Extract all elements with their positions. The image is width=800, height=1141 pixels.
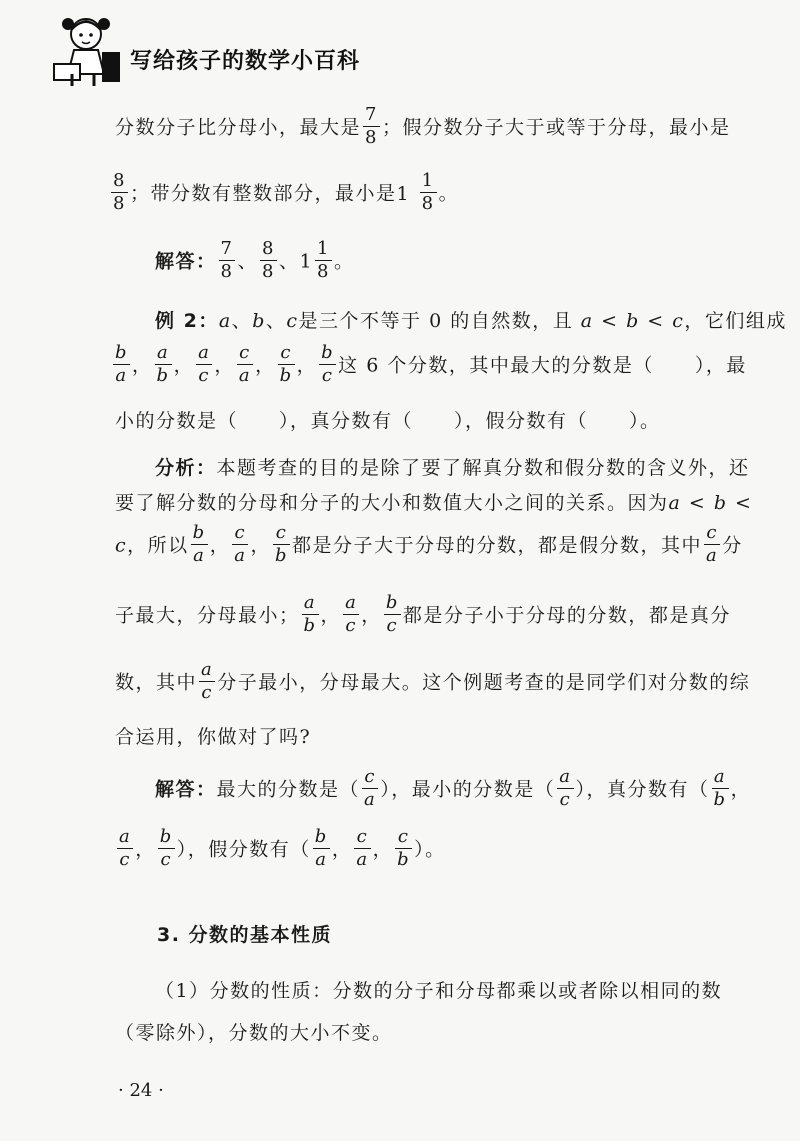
- property-line: （1）分数的性质：分数的分子和分母都乘以或者除以相同的数: [155, 980, 723, 1002]
- analysis-line: 要了解分数的分母和分子的大小和数值大小之间的关系。因为a < b <: [115, 492, 753, 514]
- text-line: [115, 104, 731, 149]
- page-number: · 24 ·: [118, 1080, 164, 1101]
- fraction: $\frac{7}{8}$: [365, 104, 378, 148]
- text: 分数分子比分母小，最大是: [115, 116, 362, 139]
- answer-label: 解答：: [155, 250, 217, 273]
- answer-label: 解答：: [155, 778, 217, 801]
- example-line: $\frac{b}{a}$ ， $\frac{a}{b}$ ， $\frac{a}{c}$ ， $\frac{c}{a}$ ， $\frac{c}{b}$ ， $\frac{b}{c}$ 这 6 个分数，其中最大的分数是（ ），最: [115, 342, 747, 386]
- answer-line: 解答： $\frac{7}{8}$ 、 $\frac{8}{8}$ 、1 $\frac{1}{8}$ 。: [155, 238, 355, 282]
- answer-line: $\frac{a}{c}$ ， $\frac{b}{c}$ ），假分数有（ $\frac{b}{a}$ ， $\frac{c}{a}$ ， $\frac{c}{b}$ ）。: [119, 826, 446, 870]
- mixed-number: 1 $\frac{1}{8}$: [396, 170, 435, 214]
- example-line: 例 2：a、b、c是三个不等于 0 的自然数，且 a < b < c，它们组成: [155, 310, 787, 332]
- page-header: [18, 10, 438, 90]
- example-line: 小的分数是（ ），真分数有（ ），假分数有（ ）。: [115, 410, 661, 432]
- girl-mascot-icon: [48, 12, 128, 90]
- text: ；带分数有整数部分，最小是: [129, 182, 397, 205]
- analysis-label: 分析：: [155, 457, 217, 479]
- text-line: $\frac{8}{8}$ ；带分数有整数部分，最小是1 $\frac{1}{8}$ 。: [113, 170, 460, 214]
- answer-line: 解答：最大的分数是（ $\frac{c}{a}$ ），最小的分数是（ $\frac{a}{c}$ ），真分数有（ $\frac{a}{b}$ ，: [155, 766, 752, 810]
- fraction: $\frac{8}{8}$: [113, 170, 126, 214]
- example-label: 例 2：: [155, 310, 219, 332]
- analysis-line: 数，其中 $\frac{a}{c}$ 分子最小，分母最大。这个例题考查的是同学们对分数的综: [115, 659, 751, 703]
- series-title: 写给孩子的数学小百科: [130, 49, 361, 74]
- text: ；假分数分子大于或等于分母，最小是: [381, 116, 731, 139]
- section-heading: 3. 分数的基本性质: [157, 924, 333, 946]
- property-line: （零除外），分数的大小不变。: [115, 1022, 393, 1044]
- analysis-line: c，所以 $\frac{b}{a}$ ， $\frac{c}{a}$ ， $\frac{c}{b}$ 都是分子大于分母的分数，都是假分数，其中 $\frac{c}{a}$ 分: [115, 522, 743, 566]
- analysis-line: 分析：本题考查的目的是除了要了解真分数和假分数的含义外，还: [155, 457, 750, 479]
- analysis-line: 合运用，你做对了吗?: [115, 726, 312, 748]
- analysis-line: 子最大，分母最小； $\frac{a}{b}$ ， $\frac{a}{c}$ ， $\frac{b}{c}$ 都是分子小于分母的分数，都是真分: [115, 592, 731, 636]
